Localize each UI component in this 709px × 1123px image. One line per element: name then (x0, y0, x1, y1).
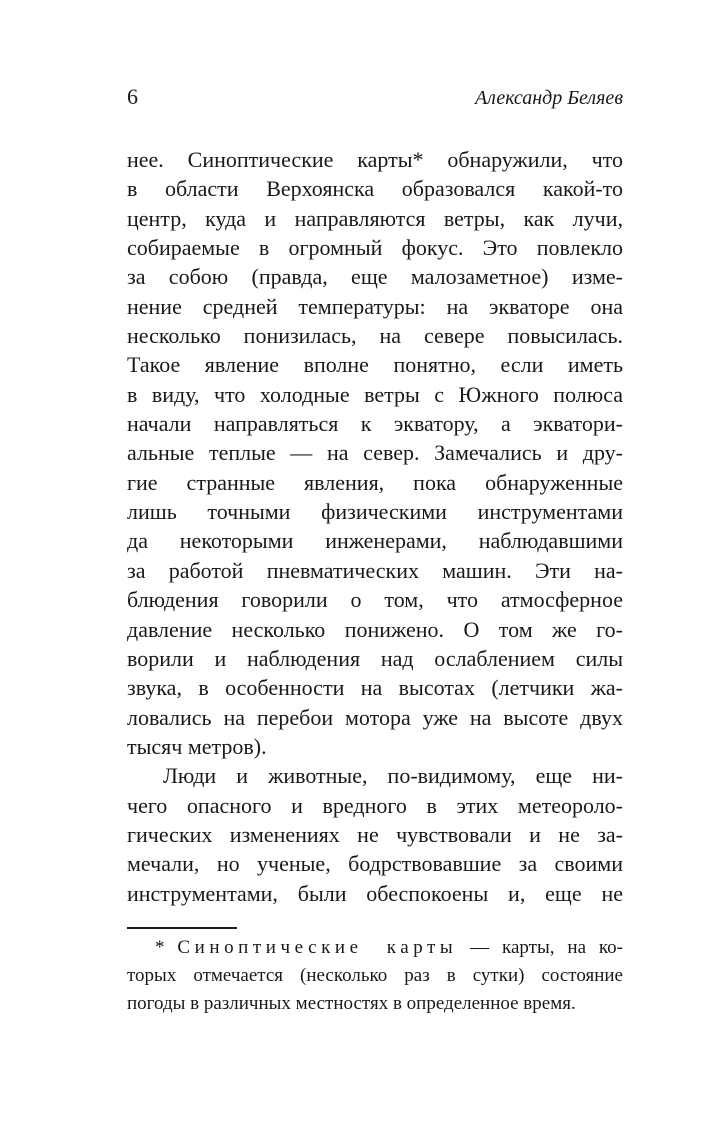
text-line: ловались на перебои мотора уже на высоте двух (127, 704, 623, 730)
text-line: ворили и наблюдения над ослаблением силы (127, 645, 623, 671)
body-text (127, 145, 623, 908)
text-line: лишь точными физическими инструментами (127, 499, 623, 525)
text-line: собираемые в огромный фокус. Это повлекло (127, 235, 623, 261)
page-number: 6 (127, 84, 138, 109)
text-line: в виду, что холодные ветры с Южного полюса (127, 381, 623, 407)
footnote-rule (127, 927, 237, 929)
text-line: за собою (правда, еще малозаметное) изме- (127, 264, 623, 290)
text-line: начали направляться к экватору, а экватори- (127, 411, 623, 437)
text-line: давление несколько понижено. О том же го- (127, 616, 623, 642)
text-line: несколько понизилась, на севере повысилась. (127, 323, 623, 349)
text-line: тысяч метров). (127, 733, 267, 759)
running-header (127, 84, 623, 110)
footnote-line-first (127, 934, 623, 962)
text-line: блюдения говорили о том, что атмосферное (127, 587, 623, 613)
text-line: звука, в особенности на высотах (летчики жа- (127, 675, 623, 701)
text-line: нение средней температуры: на экваторе она (127, 293, 623, 319)
footnote-line: торых отмечается (несколько раз в сутки) состояние (127, 964, 623, 986)
footnote-marker: * (155, 937, 165, 958)
paragraph (127, 145, 623, 761)
text-line: чего опасного и вредного в этих метеороло- (127, 792, 623, 818)
running-head-author: Александр Беляев (474, 87, 623, 109)
footnote-first-line-rest: — карты, на ко- (470, 937, 624, 958)
text-line: альные теплые — на север. Замечались и дру- (127, 440, 623, 466)
text-line: центр, куда и направляются ветры, как лучи, (127, 205, 623, 231)
text-line: да некоторыми инженерами, наблюдавшими (127, 528, 623, 554)
text-line: гических изменениях не чувствовали и не за- (127, 821, 623, 847)
footnote (127, 927, 623, 1017)
text-line: за работой пневматических машин. Эти на- (127, 557, 623, 583)
text-line: Люди и животные, по-видимому, еще ни- (163, 763, 623, 789)
footnote-line: погоды в различных местностях в определенное время. (127, 992, 576, 1014)
text-line: инструментами, были обеспокоены и, еще не (127, 880, 623, 906)
text-line: гие странные явления, пока обнаруженные (127, 469, 623, 495)
text-line: Такое явление вполне понятно, если иметь (127, 352, 623, 378)
footnote-term: Синоптические карты (177, 937, 458, 958)
text-line: в области Верхоянска образовался какой-то (127, 176, 623, 202)
text-line: нее. Синоптические карты* обнаружили, что (127, 147, 623, 172)
paragraph (127, 761, 623, 908)
text-line: мечали, но ученые, бодрствовавшие за своими (127, 851, 623, 877)
